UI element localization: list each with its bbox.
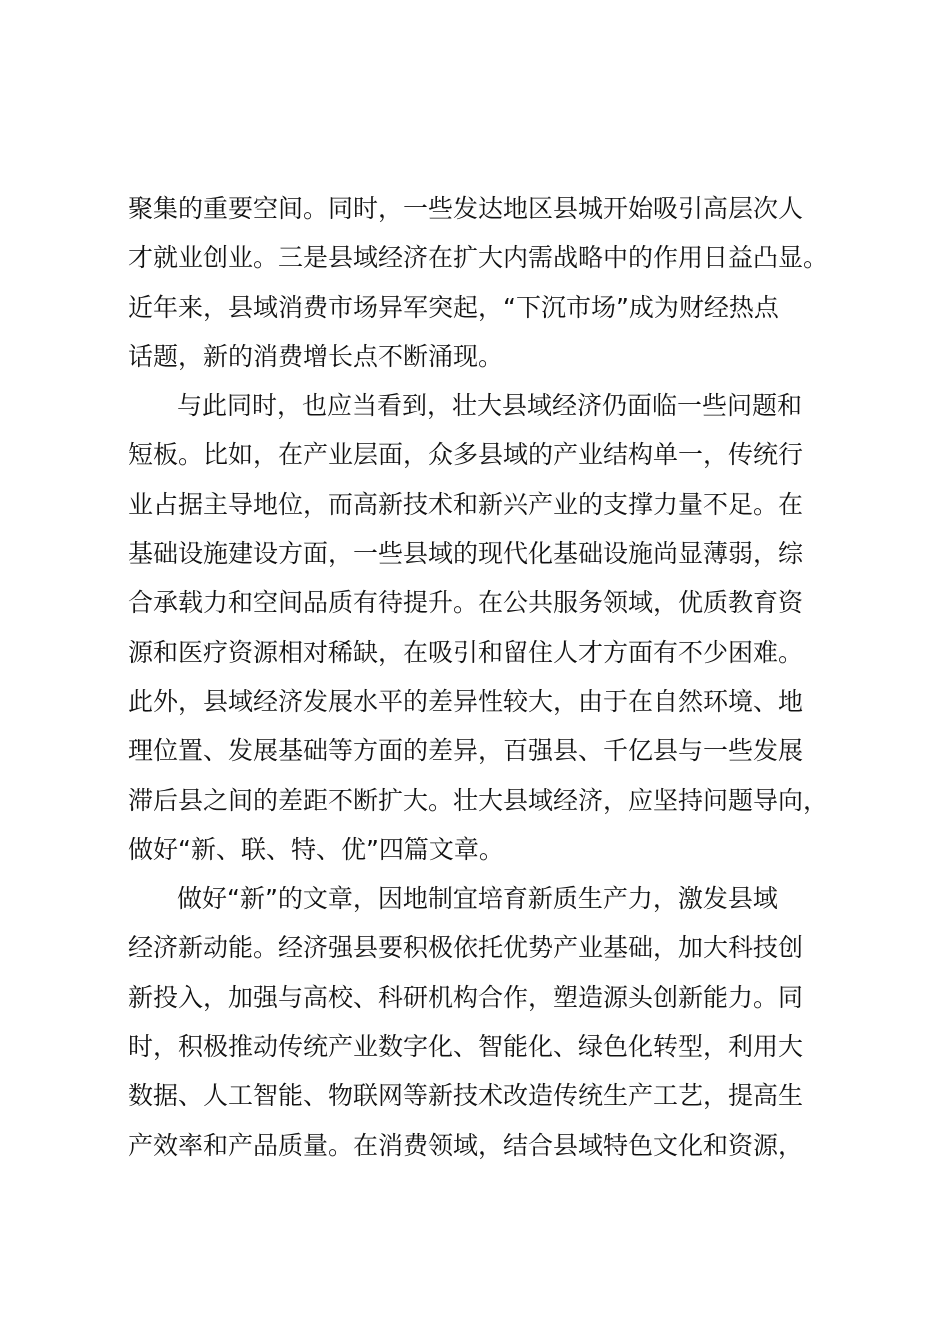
- text-line: 短板。比如，在产业层面，众多县域的产业结构单一，传统行: [128, 440, 804, 470]
- text-line: 数据、人工智能、物联网等新技术改造传统生产工艺，提高生: [128, 1081, 804, 1111]
- body-text: [128, 184, 848, 1170]
- paragraph-start-line: 做好“新”的文章，因地制宜培育新质生产力，激发县域: [177, 884, 778, 914]
- text-line: 聚集的重要空间。同时，一些发达地区县城开始吸引高层次人: [128, 194, 804, 223]
- text-line: 滞后县之间的差距不断扩大。壮大县域经济，应坚持问题导向，: [128, 785, 829, 815]
- text-line: 源和医疗资源相对稀缺，在吸引和留住人才方面有不少困难。: [128, 637, 804, 667]
- paragraph-start-line: 与此同时，也应当看到，壮大县域经济仍面临一些问题和: [177, 391, 803, 421]
- text-line: 话题，新的消费增长点不断涌现。: [128, 341, 504, 371]
- text-line: 理位置、发展基础等方面的差异，百强县、千亿县与一些发展: [128, 736, 804, 766]
- text-line: 时，积极推动传统产业数字化、智能化、绿色化转型，利用大: [128, 1032, 804, 1062]
- text-line: 业占据主导地位，而高新技术和新兴产业的支撑力量不足。在: [128, 489, 804, 519]
- text-line: 做好“新、联、特、优”四篇文章。: [128, 834, 504, 864]
- text-line: 合承载力和空间品质有待提升。在公共服务领域，优质教育资: [128, 588, 804, 618]
- text-line: 经济新动能。经济强县要积极依托优势产业基础，加大科技创: [128, 933, 804, 963]
- text-line: 近年来，县域消费市场异军突起，“下沉市场”成为财经热点: [128, 292, 779, 322]
- text-line: 新投入，加强与高校、科研机构合作，塑造源头创新能力。同: [128, 982, 804, 1012]
- text-line: 此外，县域经济发展水平的差异性较大，由于在自然环境、地: [128, 686, 804, 716]
- text-line: 产效率和产品质量。在消费领域，结合县域特色文化和资源，: [128, 1130, 804, 1160]
- text-line: 基础设施建设方面，一些县域的现代化基础设施尚显薄弱，综: [128, 539, 804, 569]
- text-line: 才就业创业。三是县域经济在扩大内需战略中的作用日益凸显。: [128, 243, 829, 273]
